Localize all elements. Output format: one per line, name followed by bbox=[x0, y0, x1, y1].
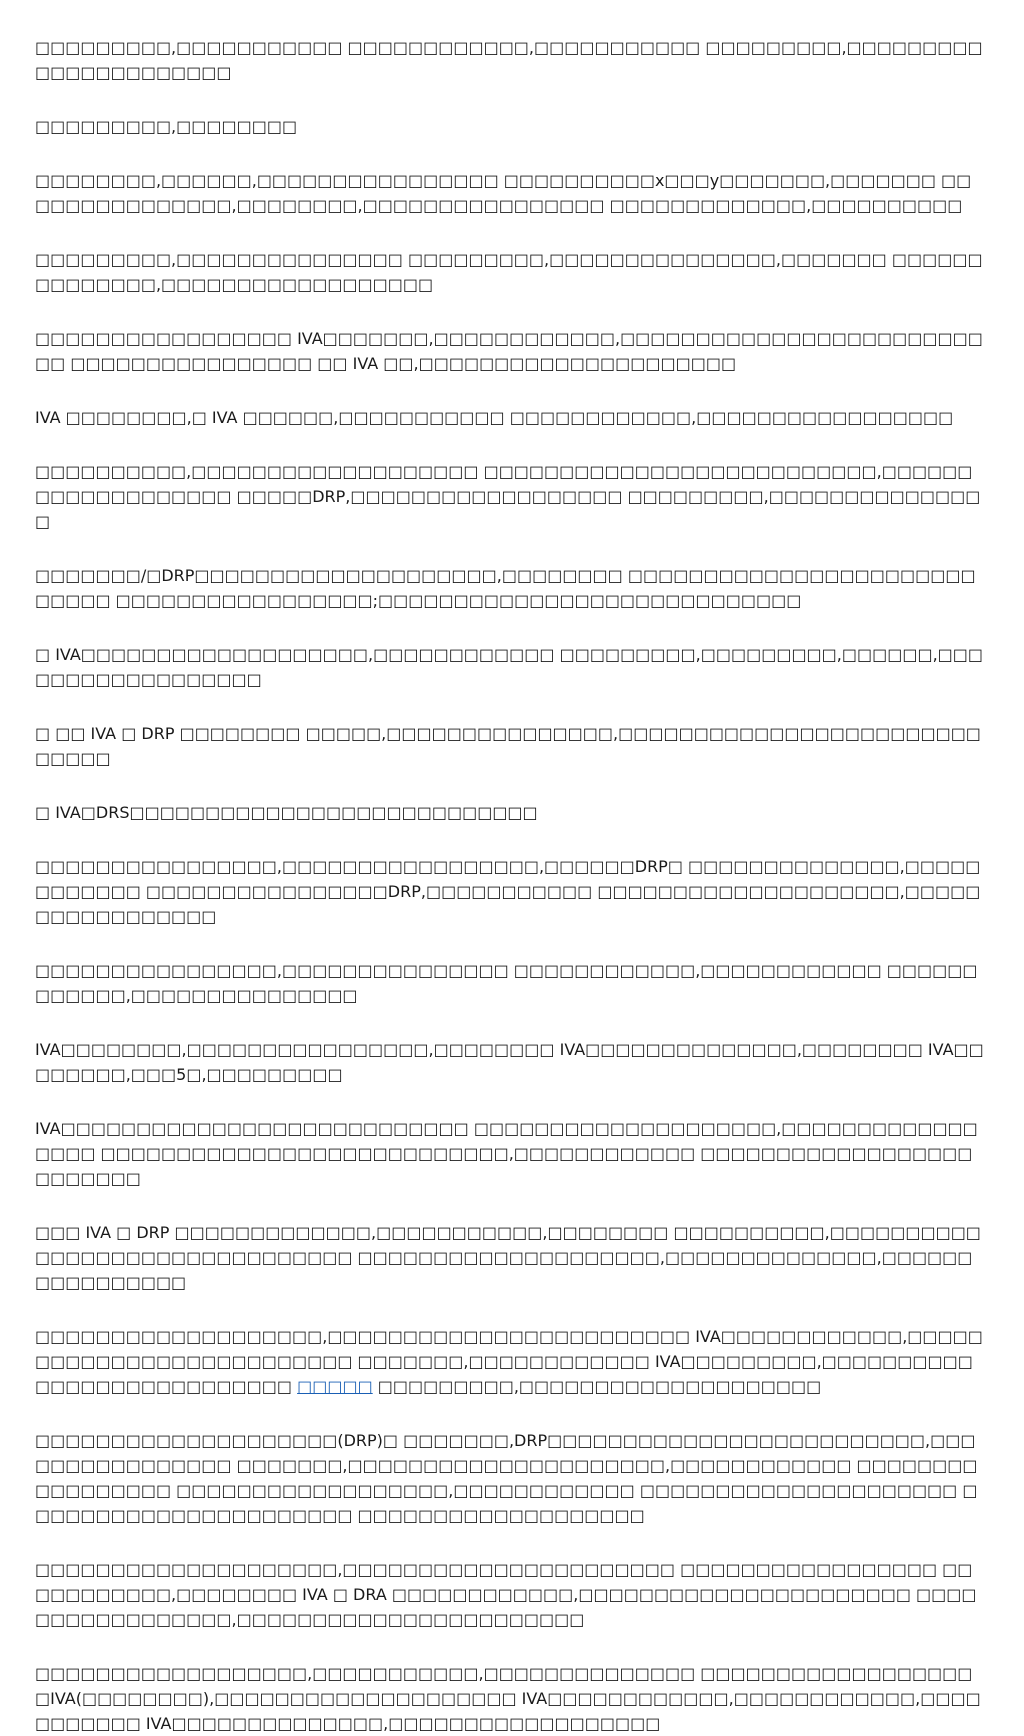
paragraph-3: □□□□□□□□,□□□□□□,□□□□□□□□□□□□□□□□ □□□□□□□□□□x□□□y□□□□□□□,□□□□□□□ □□□□□□□□□□□□□□□,□□□□□□□□,□□□□□□□□□□□□□□□□ □□□□□□□□□□□□□,□□□□□□□□□□ bbox=[35, 171, 972, 215]
paragraph-20: □□□□□□□□□□□□□□□□□□,□□□□□□□□□□□,□□□□□□□□□□□□□□ □□□□□□□□□□□□□□□□□□□IVA(□□□□□□□□),□□□□□□□□□□□□□□□□□□□□ IVA□□□□□□□□□□□□,□□□□□□□□□□□□,□□□□□□□□□□□ IVA□□□□□□□□□□□□□□,□□□□□□□□□□□□□□□□□□ bbox=[35, 1664, 981, 1733]
paragraph-15: IVA□□□□□□□□□□□□□□□□□□□□□□□□□□□ □□□□□□□□□□□□□□□□□□□□,□□□□□□□□□□□□□□□□□ □□□□□□□□□□□□□□□□□□□□□□□□□□□,□□□□□□□□□□□□ □□□□□□□□□□□□□□□□□□□□□□□□□ bbox=[35, 1119, 978, 1188]
paragraph-17-tail: □□□□□□□□□,□□□□□□□□□□□□□□□□□□□□ bbox=[372, 1377, 822, 1396]
paragraph-13: □□□□□□□□□□□□□□□□,□□□□□□□□□□□□□□□ □□□□□□□□□□□□,□□□□□□□□□□□□ □□□□□□□□□□□□,□□□□□□□□□□□□□□□ bbox=[35, 961, 978, 1005]
paragraph-17-text: □□□□□□□□□□□□□□□□□□□,□□□□□□□□□□□□□□□□□□□□□□□□ IVA□□□□□□□□□□□□,□□□□□□□□□□□□□□□□□□□□□□□□□□ □□□□□□□,□□□□□□□□□□□□ IVA□□□□□□□□□,□□□□□□□□□□□□□□□□□□□□□□□□□□□ bbox=[35, 1327, 983, 1396]
paragraph-19: □□□□□□□□□□□□□□□□□□□□,□□□□□□□□□□□□□□□□□□□□□□ □□□□□□□□□□□□□□□□□ □□□□□□□□□□□,□□□□□□□□ IVA □ DRA □□□□□□□□□□□□,□□□□□□□□□□□□□□□□□□□□□□ □□□□□□□□□□□□□□□□□,□□□□□□□□□□□□□□□□□□□□□□□ bbox=[35, 1560, 977, 1629]
paragraph-14: IVA□□□□□□□□,□□□□□□□□□□□□□□□□,□□□□□□□□ IVA□□□□□□□□□□□□□□,□□□□□□□□ IVA□□□□□□□□,□□□5□,□□□□□□□□□ bbox=[35, 1040, 984, 1084]
inline-link[interactable]: □□□□□ bbox=[297, 1377, 373, 1396]
paragraph-8: □□□□□□□/□DRP□□□□□□□□□□□□□□□□□□□□,□□□□□□□□ □□□□□□□□□□□□□□□□□□□□□□□□□□□□ □□□□□□□□□□□□□□□□□;□□□□□□□□□□□□□□□□□□□□□□□□□□□□ bbox=[35, 566, 976, 610]
paragraph-10: □ □□ IVA □ DRP □□□□□□□□ □□□□□,□□□□□□□□□□□□□□□,□□□□□□□□□□□□□□□□□□□□□□□□□□□□□ bbox=[35, 724, 981, 768]
paragraph-7: □□□□□□□□□□,□□□□□□□□□□□□□□□□□□□ □□□□□□□□□□□□□□□□□□□□□□□□□□,□□□□□□□□□□□□□□□□□□□ □□□□□DRP,□□□□□□□□□□□□□□□□□□ □□□□□□□□□,□□□□□□□□□□□□□□□ bbox=[35, 462, 981, 531]
paragraph-17 bbox=[35, 1324, 984, 1399]
paragraph-12: □□□□□□□□□□□□□□□□,□□□□□□□□□□□□□□□□□,□□□□□□DRP□ □□□□□□□□□□□□□□,□□□□□□□□□□□□ □□□□□□□□□□□□□□□□DRP,□□□□□□□□□□□ □□□□□□□□□□□□□□□□□□□□,□□□□□□□□□□□□□□□□□ bbox=[35, 857, 981, 926]
paragraph-2: □□□□□□□□□,□□□□□□□□ bbox=[35, 117, 298, 136]
paragraph-1: □□□□□□□□□,□□□□□□□□□□□ □□□□□□□□□□□□,□□□□□□□□□□□ □□□□□□□□□,□□□□□□□□□□□□□□□□□□□□□□ bbox=[35, 38, 983, 82]
paragraph-18: □□□□□□□□□□□□□□□□□□□□(DRP)□ □□□□□□□,DRP□□□□□□□□□□□□□□□□□□□□□□□□□,□□□□□□□□□□□□□□□□ □□□□□□□,□□□□□□□□□□□□□□□□□□□□□,□□□□□□□□□□□□ □□□□□□□□□□□□□□□□□ □□□□□□□□□□□□□□□□□□,□□□□□□□□□□□□ □□□□□□□□□□□□□□□□□□□□□ □□□□□□□□□□□□□□□□□□□□□□ □□□□□□□□□□□□□□□□□□□ bbox=[35, 1431, 978, 1525]
paragraph-4: □□□□□□□□□,□□□□□□□□□□□□□□□ □□□□□□□□□,□□□□□□□□□□□□□□□,□□□□□□□ □□□□□□□□□□□□□□,□□□□□□□□□□□□□□□□□□ bbox=[35, 250, 983, 294]
paragraph-11: □ IVA□DRS□□□□□□□□□□□□□□□□□□□□□□□□□□□ bbox=[35, 803, 538, 822]
paragraph-6: IVA □□□□□□□□,□ IVA □□□□□□,□□□□□□□□□□□ □□□□□□□□□□□□,□□□□□□□□□□□□□□□□□ bbox=[35, 408, 954, 427]
paragraph-9: □ IVA□□□□□□□□□□□□□□□□□□□,□□□□□□□□□□□□ □□□□□□□□□,□□□□□□□□□,□□□□□□,□□□□□□□□□□□□□□□□□□ bbox=[35, 645, 984, 689]
paragraph-5: □□□□□□□□□□□□□□□□□ IVA□□□□□□□,□□□□□□□□□□□□,□□□□□□□□□□□□□□□□□□□□□□□□□□ □□□□□□□□□□□□□□□□ □□ IVA □□,□□□□□□□□□□□□□□□□□□□□□ bbox=[35, 329, 983, 373]
paragraph-16: □□□ IVA □ DRP □□□□□□□□□□□□□,□□□□□□□□□□□,□□□□□□□□ □□□□□□□□□□,□□□□□□□□□□□□□□□□□□□□□□□□□□□□□□□ □□□□□□□□□□□□□□□□□□□□,□□□□□□□□□□□□□□,□□□□□□□□□□□□□□□□ bbox=[35, 1223, 981, 1292]
